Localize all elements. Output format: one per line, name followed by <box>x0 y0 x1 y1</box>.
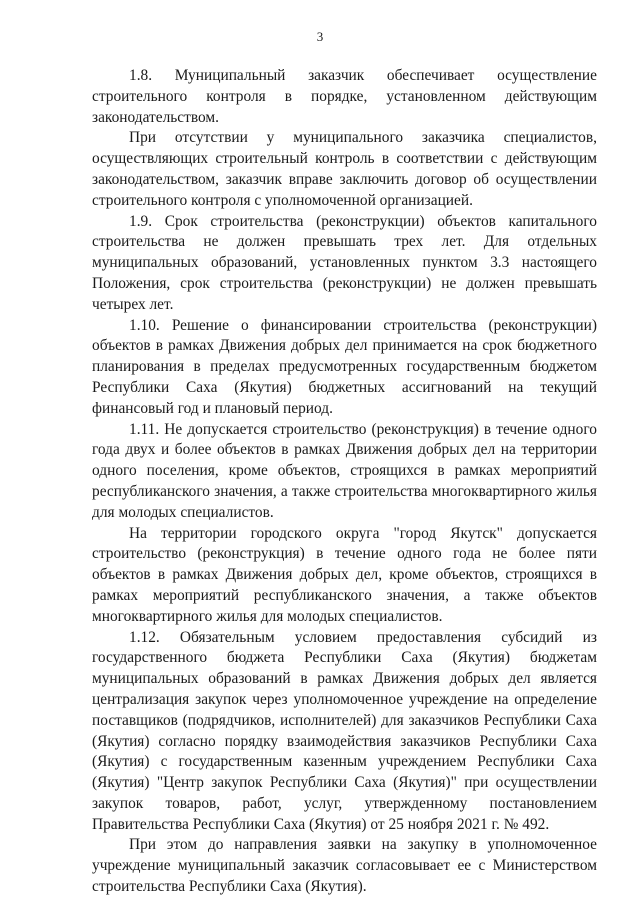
clause-text: Срок строительства (реконструкции) объектов капитального строительства не должен превышать трех лет. Для отдельных муниципальных образований, установленных пунктом 3.3 настоящего Положения, срок строительства (реконструкции) не должен превышать четырех лет. <box>92 212 597 313</box>
clause-text: Решение о финансировании строительства (реконструкции) объектов в рамках Движения добрых дел принимается на срок бюджетного планирования в пределах предусмотренных государственным бюджетом Республики Саха (Якутия) бюджетных ассигнований на текущий финансовый год и плановый период. <box>92 316 597 417</box>
clause-text: Обязательным условием предоставления субсидий из государственного бюджета Республики Саха (Якутия) бюджетам муниципальных образований в рамках Движения добрых дел является централизация закупок через уполномоченное учреждение на определение поставщиков (подрядчиков, исполнителей) для заказчиков Республики Саха (Якутия) согласно порядку взаимодействия заказчиков Республики Саха (Якутия) с государственным казенным учреждением Республики Саха (Якутия) "Центр закупок Республики Саха (Якутия)" при осуществлении закупок товаров, работ, услуг, утвержденному постановлением Правительства Республики Саха (Якутия) от 25 ноября 2021 г. № 492. <box>92 628 597 833</box>
clause-1-12 <box>92 628 597 836</box>
clause-text: Муниципальный заказчик обеспечивает осуществление строительного контроля в порядке, установленном действующим законодательством. <box>92 67 597 126</box>
clause-text: При отсутствии у муниципального заказчика специалистов, осуществляющих строительный контроль в соответствии с действующим законодательством, заказчик вправе заключить договор об осуществлении строительного контроля с уполномоченной организацией. <box>92 129 597 209</box>
clause-text: Не допускается строительство (реконструкция) в течение одного года двух и более объектов в рамках Движения добрых дел на территории одного поселения, кроме объектов, строящихся в рамках мероприятий республиканского значения, а также строительства многоквартирного жилья для молодых специалистов. <box>92 420 597 521</box>
clause-number: 1.9. <box>129 212 153 230</box>
clause-1-11-continuation <box>92 524 597 628</box>
clause-number: 1.10. <box>129 316 160 334</box>
clause-number: 1.12. <box>129 628 160 646</box>
clause-text: На территории городского округа "город Якутск" допускается строительство (реконструкция) в течение одного года не более пяти объектов в рамках Движения добрых дел, кроме объектов, строящихся в рамках мероприятий республиканского значения, а также объектов многоквартирного жилья для молодых специалистов. <box>92 524 597 625</box>
clause-1-11 <box>92 420 597 524</box>
clause-1-10 <box>92 316 597 420</box>
clause-1-12-continuation <box>92 835 597 897</box>
clause-number: 1.8. <box>129 67 153 84</box>
document-body <box>92 66 597 898</box>
clause-number: 1.11. <box>129 420 160 438</box>
page-number: 3 <box>316 29 324 44</box>
clause-text: При этом до направления заявки на закупку в уполномоченное учреждение муниципальный заказчик согласовывает ее с Министерством строительства Республики Саха (Якутия). <box>92 836 597 896</box>
clause-1-9 <box>92 212 597 316</box>
clause-1-8 <box>92 66 597 128</box>
clause-1-8-continuation <box>92 128 597 211</box>
